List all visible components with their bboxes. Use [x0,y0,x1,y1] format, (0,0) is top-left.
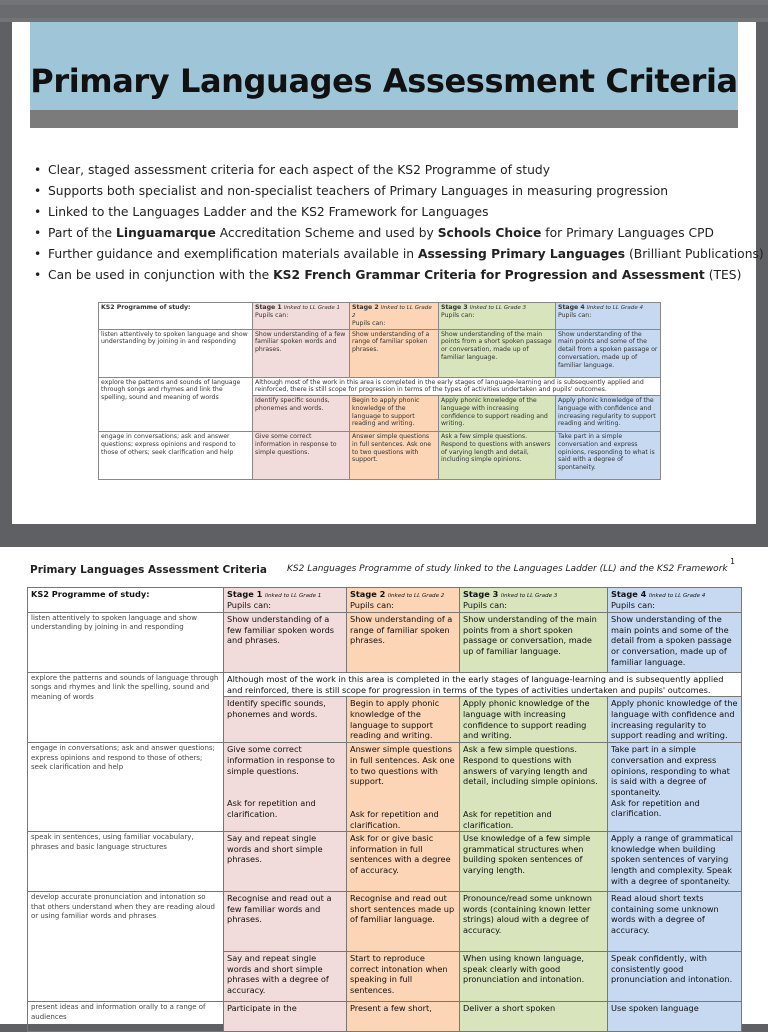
stage-3-cell: Show understanding of the main points from a short spoken passage or conversation, made up of familiar language. [460,612,608,672]
stage-2-cell: Start to reproduce correct intonation when speaking in full sentences. [347,952,460,1002]
programme-cell: develop accurate pronunciation and intonation so that others understand when they are reading aloud or using familiar words and phrases [28,892,224,1002]
programme-header: KS2 Programme of study: [28,588,224,613]
stage-4-cell: Show understanding of the main points and some of the detail from a spoken passage or conversation, made up of familiar language. [608,612,742,672]
feature-list [32,160,764,286]
stage-4-header: Stage 4 linked to LL Grade 4 Pupils can: [608,588,742,613]
stage-2-cell: Show understanding of a range of familiar spoken phrases. [347,612,460,672]
stage-2-cell: Recognise and read out short sentences made up of familiar language. [347,892,460,952]
programme-cell: present ideas and information orally to a range of audiences [28,1002,224,1032]
table-row [28,832,742,892]
stage-2-cell: Begin to apply phonic knowledge of the language to support reading and writing. [347,697,460,743]
stage-1-cell: Identify specific sounds, phonemes and words. [224,697,347,743]
stage-1-cell: Participate in the [224,1002,347,1032]
stage-4-cell: Apply phonic knowledge of the language with confidence and increasing regularity to support reading and writing. [608,697,742,743]
stage-3-cell: Deliver a short spoken [460,1002,608,1032]
preview-table: KS2 Programme of study: Stage 1 linked to LL Grade 1 Pupils can: Stage 2 linked to LL Grade 2 Pupils can: Stage 3 linked to LL Grade 3 Pupils can: Stage 4 linked to LL Grade 4 Pupils can: listen attentively to spoken language and show understanding by joining in and responding Show understanding of a few familiar spoken words and phrases. Show understanding of a range of familiar spoken phrases. Show understanding of the main points from a short spoken passage or conversation, made up of familiar language. Show understanding of the main points and some of the detail from a spoken passage or conversation, made up of familiar language. explore the patterns and sounds of language through songs and rhymes and link the spelling, sound and meaning of words Although most of the work in this area is completed in the early stages of language-learning and is subsequently applied and reinforced, there is still scope for progression in terms of the types of activities undertaken and pupils' outcomes. Identify specific sounds, phonemes and words. Begin to apply phonic knowledge of the language to support reading and writing. Apply phonic knowledge of the language with increasing confidence to support reading and writing. Apply phonic knowledge of the language with confidence and increasing regularity to support reading and writing. engage in conversations; ask and answer questions; express opinions and respond to those of others; seek clarification and help Give some correct information in response to simple questions. Answer simple questions in full sentences. Ask one to two questions with support. Ask a few simple questions. Respond to questions with answers of varying length and detail, including simple opinions. Take part in a simple conversation and express opinions, responding to what is said with a degree of spontaneity. [98,302,661,480]
stage-3-cell: Ask a few simple questions. Respond to questions with answers of varying length and detail, including simple opinions. Ask for repetition and clarification. [460,743,608,832]
top-bar [0,0,768,22]
bullet-item: • Can be used in conjunction with the KS2 French Grammar Criteria for Progression and Assessment (TES) [34,268,742,282]
criteria-table [27,587,742,1032]
stage-3-cell: Apply phonic knowledge of the language with increasing confidence to support reading and writing. [460,697,608,743]
table-row [28,892,742,952]
stage-1-header: Stage 1 linked to LL Grade 1 Pupils can: [224,588,347,613]
stage-2-header: Stage 2 linked to LL Grade 2 Pupils can: [347,588,460,613]
bullet-item: • Part of the Linguamarque Accreditation Scheme and used by Schools Choice for Primary Languages CPD [34,226,715,240]
programme-cell: listen attentively to spoken language and show understanding by joining in and responding [28,612,224,672]
stage-1-cell: Say and repeat single words and short simple phrases. [224,832,347,892]
table-header-row [28,588,742,613]
stage-3-header: Stage 3 linked to LL Grade 3 Pupils can: [460,588,608,613]
span-note: Although most of the work in this area is completed in the early stages of language-learning and is subsequently applied and reinforced, there is still scope for progression in terms of the types of activities undertaken and pupils' outcomes. [224,672,742,696]
page-2-header-subtitle: KS2 Languages Programme of study linked to the Languages Ladder (LL) and the KS2 Framework [287,564,728,574]
bullet-item: • Supports both specialist and non-specialist teachers of Primary Languages in measuring progression [34,184,669,198]
stage-2-cell: Present a few short, [347,1002,460,1032]
stage-4-cell: Take part in a simple conversation and express opinions, responding to what is said with a degree of spontaneity. Ask for repetition and clarification. [608,743,742,832]
programme-cell: engage in conversations; ask and answer questions; express opinions and respond to those of others; seek clarification and help [28,743,224,832]
table-row [28,1002,742,1032]
stage-3-cell: Use knowledge of a few simple grammatical structures when building spoken sentences of varying length. [460,832,608,892]
title-band [30,22,738,128]
page-2-header-title: Primary Languages Assessment Criteria [30,564,267,576]
stage-4-cell: Apply a range of grammatical knowledge when building spoken sentences of varying length and complexity. Speak with a degree of spontaneity. [608,832,742,892]
page-number: 1 [730,557,736,566]
programme-cell: speak in sentences, using familiar vocabulary, phrases and basic language structures [28,832,224,892]
stage-4-cell: Speak confidently, with consistently good pronunciation and intonation. [608,952,742,1002]
stage-1-cell: Show understanding of a few familiar spoken words and phrases. [224,612,347,672]
stage-2-cell: Ask for or give basic information in full sentences with a degree of accuracy. [347,832,460,892]
page-title: Primary Languages Assessment Criteria [30,62,738,100]
stage-4-cell: Read aloud short texts containing some unknown words with a degree of accuracy. [608,892,742,952]
stage-2-cell: Answer simple questions in full sentences. Ask one to two questions with support. Ask for repetition and clarification. [347,743,460,832]
stage-1-cell: Give some correct information in response to simple questions. Ask for repetition and clarification. [224,743,347,832]
page-1 [12,22,764,524]
bullet-item: • Linked to the Languages Ladder and the KS2 Framework for Languages [34,205,489,219]
stage-1-cell: Recognise and read out a few familiar words and phrases. [224,892,347,952]
table-row [28,612,742,672]
page-2 [0,547,768,1024]
stage-3-cell: When using known language, speak clearly with good pronunciation and intonation. [460,952,608,1002]
table-row [28,672,742,696]
stage-4-cell: Use spoken language [608,1002,742,1032]
stage-3-cell: Pronounce/read some unknown words (containing known letter strings) aloud with a degree of accuracy. [460,892,608,952]
programme-cell: explore the patterns and sounds of language through songs and rhymes and link the spelling, sound and meaning of words [28,672,224,742]
bullet-item: • Clear, staged assessment criteria for each aspect of the KS2 Programme of study [34,163,550,177]
table-row [28,743,742,832]
bullet-item: • Further guidance and exemplification materials available in Assessing Primary Languages (Brilliant Publications) [34,247,764,261]
stage-1-cell: Say and repeat single words and short simple phrases with a degree of accuracy. [224,952,347,1002]
